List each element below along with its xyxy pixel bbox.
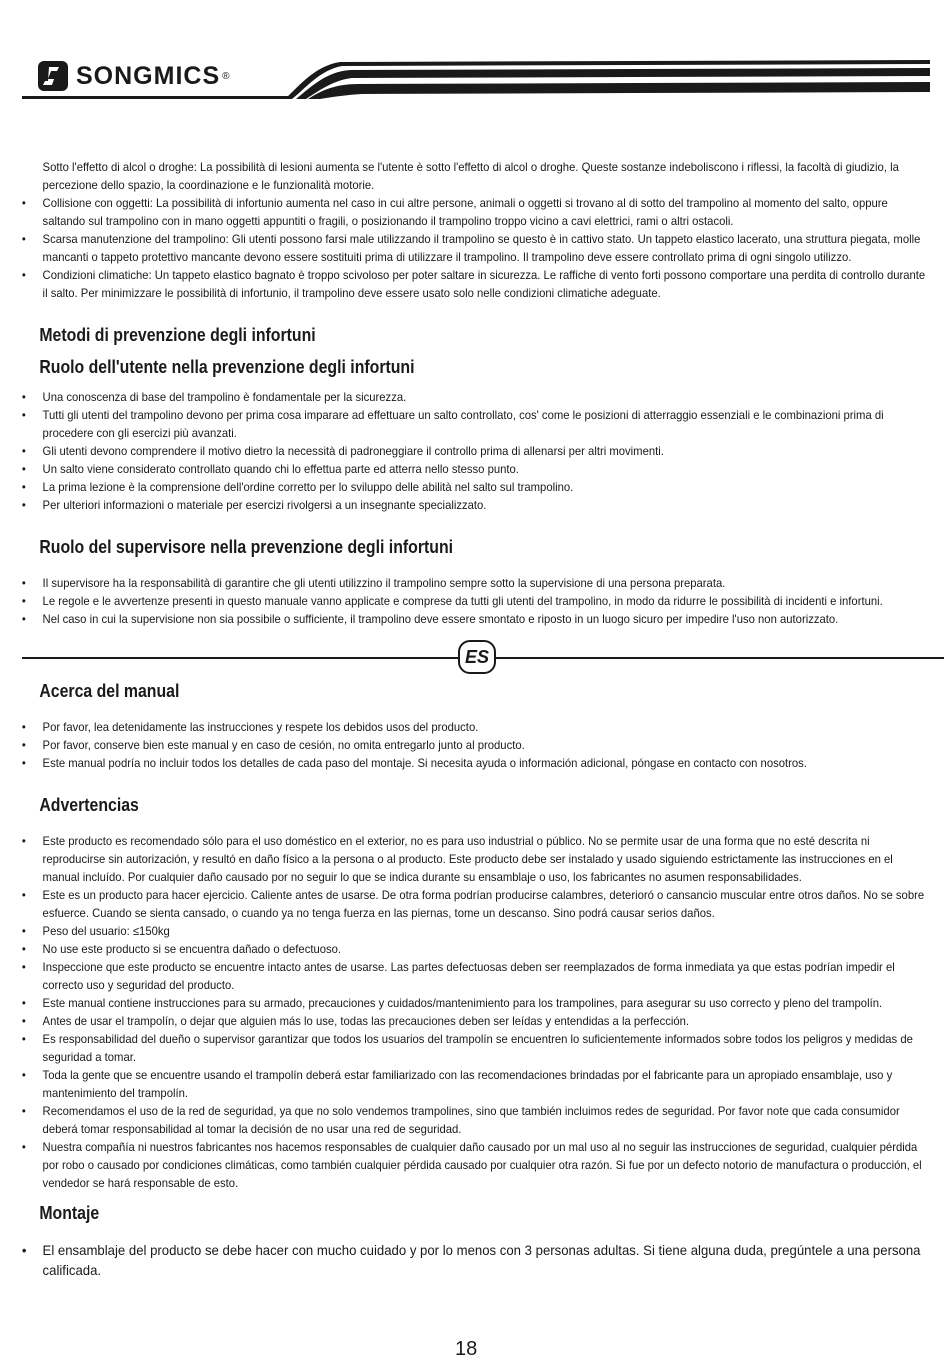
- list-item: • Condizioni climatiche: Un tappeto elastico bagnato è troppo scivoloso per poter saltare in sicurezza. Le raffiche di vento forti possono comportare una perdita di controllo durante il salto. Per minimizzare le possibilità di infortunio, il trampolino deve essere usato solo nelle condizioni climatiche adeguate.: [20, 266, 926, 302]
- list-item: • Una conoscenza di base del trampolino è fondamentale per la sicurezza.: [20, 388, 926, 406]
- list-item: • Gli utenti devono comprendere il motivo dietro la necessità di padroneggiare il controllo prima di allenarsi per altri movimenti.: [20, 442, 926, 460]
- assembly-list: [20, 1240, 930, 1280]
- registered-mark: ®: [222, 70, 230, 82]
- list-item: • Toda la gente que se encuentre usando el trampolín deberá estar familiarizado con las recomendaciones brindadas por el fabricante para un apropiado ensamblaje, uso y mantenimiento del trampolín.: [20, 1066, 926, 1102]
- section-heading-assembly: Montaje: [39, 1203, 100, 1223]
- list-item: • Es responsabilidad del dueño o supervisor garantizar que todos los usuarios del trampolín se encuentren lo suficientemente informados sobre todos los peligros y medidas de seguridad a tomar.: [20, 1030, 926, 1066]
- list-item: • Este es un producto para hacer ejercicio. Caliente antes de usarse. De otra forma podrían producirse calambres, deterioró o cansancio muscular entre otros daños. No se sobre esfuerce. Cuando se sienta cansado, o cuando ya no tenga fuerza en las piernas, tome un descanso. Sino podrá causar serios daños.: [20, 886, 926, 922]
- section-heading-user-role: Ruolo dell'utente nella prevenzione degli infortuni: [39, 357, 415, 377]
- list-item: • Peso del usuario: ≤150kg: [20, 922, 926, 940]
- warnings-list: [20, 832, 930, 1192]
- section-heading-about-manual: Acerca del manual: [39, 681, 180, 701]
- list-item: • Por favor, lea detenidamente las instrucciones y respete los debidos usos del producto.: [20, 718, 926, 736]
- list-item: • Un salto viene considerato controllato quando chi lo effettua parte ed atterra nello stesso punto.: [20, 460, 926, 478]
- list-item: • La prima lezione è la comprensione dell'ordine corretto per lo sviluppo delle abilità nel salto sul trampolino.: [20, 478, 926, 496]
- list-item: • Le regole e le avvertenze presenti in questo manuale vanno applicate e comprese da tutti gli utenti del trampolino, in modo da ridurre le possibilità di incidenti e infortuni.: [20, 592, 926, 610]
- user-role-list: [20, 388, 930, 514]
- page-number: 18: [455, 1338, 478, 1360]
- brand-name: SONGMICS: [76, 61, 221, 90]
- list-item: • Il supervisore ha la responsabilità di garantire che gli utenti utilizzino il trampolino sempre sotto la supervisione di una persona preparata.: [20, 574, 926, 592]
- language-divider: [20, 640, 930, 680]
- section-heading-prevention: Metodi di prevenzione degli infortuni: [39, 325, 316, 345]
- list-item: • Inspeccione que este producto se encuentre intacto antes de usarse. Las partes defectuosas deben ser reemplazados de forma inmediata ya que estas podrían impedir el correcto uso y seguridad del producto.: [20, 958, 926, 994]
- list-item: • Per ulteriori informazioni o materiale per esercizi rivolgersi a un insegnante specializzato.: [20, 496, 926, 514]
- list-item: • Este manual podría no incluir todos los detalles de cada paso del montaje. Si necesita ayuda o información adicional, póngase en contacto con nosotros.: [20, 754, 926, 772]
- songmics-s-logo-icon: [38, 61, 68, 91]
- list-item: • Este manual contiene instrucciones para su armado, precauciones y cuidados/mantenimiento para los trampolines, para asegurar su uso correcto y pleno del trampolín.: [20, 994, 926, 1012]
- section-heading-supervisor-role: Ruolo del supervisore nella prevenzione degli infortuni: [39, 537, 454, 557]
- list-item: • No use este producto si se encuentra dañado o defectuoso.: [20, 940, 926, 958]
- italian-intro-list: [20, 158, 930, 302]
- list-item: • Collisione con oggetti: La possibilità di infortunio aumenta nel caso in cui altre persone, animali o oggetti si trovano al di sotto del trampolino al momento del salto, oppure saltando sul trampolino con in mano oggetti appuntiti o fragili, o posizionando il trampolino troppo vicino a cavi elettrici, rami o altri ostacoli.: [20, 194, 926, 230]
- section-heading-warnings: Advertencias: [39, 795, 139, 815]
- list-item: • Por favor, conserve bien este manual y en caso de cesión, no omita entregarlo junto al producto.: [20, 736, 926, 754]
- list-item: • Tutti gli utenti del trampolino devono per prima cosa imparare ad effettuare un salto controllato, cos' come le posizioni di atterraggio essenziali e le combinazioni prima di procedere con gli esercizi più avanzati.: [20, 406, 926, 442]
- page-content: [20, 158, 930, 1280]
- list-item: • Scarsa manutenzione del trampolino: Gli utenti possono farsi male utilizzando il trampolino se questo è in cattivo stato. Un tappeto elastico lacerato, una struttura piegata, molle mancanti o tappeto protettivo mancante devono essere sostituiti prima di utilizzare il trampolino. Il trampolino deve essere controllato prima di ogni singolo utilizzo.: [20, 230, 926, 266]
- list-item: • El ensamblaje del producto se debe hacer con mucho cuidado y por lo menos con 3 personas adultas. Si tiene alguna duda, pregúntele a una persona calificada.: [20, 1240, 926, 1280]
- page-header: [0, 0, 950, 110]
- list-item: • Nuestra compañía ni nuestros fabricantes nos hacemos responsables de cualquier daño causado por un mal uso al no seguir las instrucciones de seguridad, cualquier pérdida por robo o causado por condiciones climáticas, como también cualquier pérdida causado por cualquier otra razón. Si fue por un defecto notorio de manufactura o producción, el vendedor se hará responsable de esto.: [20, 1138, 926, 1192]
- supervisor-role-list: [20, 574, 930, 628]
- brand-logo: [38, 58, 230, 94]
- list-item: • Antes de usar el trampolín, o dejar que alguien más lo use, todas las precauciones deben ser leídas y entendidas a la perfección.: [20, 1012, 926, 1030]
- list-item: • Recomendamos el uso de la red de seguridad, ya que no solo vendemos trampolines, sino que también incluimos redes de seguridad. Por favor note que cada consumidor deberá tomar responsabilidad al tomar la decisión de no usar una red de seguridad.: [20, 1102, 926, 1138]
- list-item: • Este producto es recomendado sólo para el uso doméstico en el exterior, no es para uso industrial o público. No se permite usar de una forma que no esté descrita ni reproducirse sin autorización, y resultó en daño físico a la persona o al producto. Este producto debe ser instalado y usado siguiendo estrictamente las instrucciones en el manual incluído. Por cualquier daño causado por no seguir lo que se indica durante su ensamblaje o uso, los fabricantes no asumen responsabilidades.: [20, 832, 926, 886]
- list-item: • Nel caso in cui la supervisione non sia possibile o sufficiente, il trampolino deve essere smontato e riposto in un luogo sicuro per impedire l'uso non autorizzato.: [20, 610, 926, 628]
- about-manual-list: [20, 718, 930, 772]
- list-item: Sotto l'effetto di alcol o droghe: La possibilità di lesioni aumenta se l'utente è sotto l'effetto di alcol o droghe. Queste sostanze indeboliscono i riflessi, la facoltà di giudizio, la percezione dello spazio, la coordinazione e le funzionalità motorie.: [42, 160, 899, 192]
- language-badge: ES: [458, 640, 496, 674]
